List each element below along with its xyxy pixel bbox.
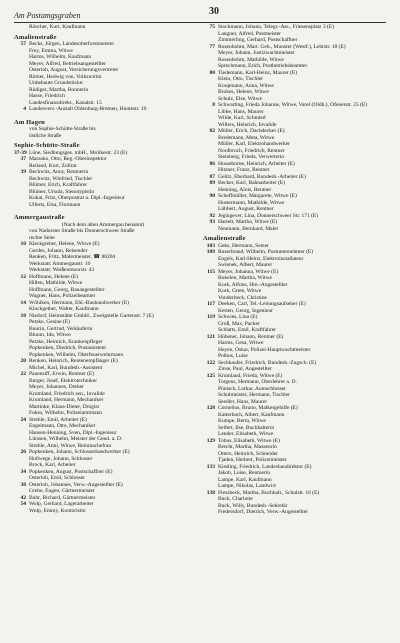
header-rule [14, 22, 386, 23]
entry-text: Geks, Hermann, Setzer [218, 242, 269, 249]
entry-text: Katterbach, Albert, Kaufmann [218, 411, 285, 418]
entry-text: Wagner, Hans, Polizeibeamter [29, 293, 96, 300]
house-number: 26 [20, 449, 26, 456]
spacer [14, 113, 192, 116]
resident-entry [14, 133, 192, 140]
page-header [14, 6, 386, 20]
house-number: 121 [206, 333, 215, 340]
house-number: 22 [20, 371, 26, 378]
entry-text: Hoffmann, Helene (E) [29, 273, 79, 280]
entry-text: Popkenken, Diedrich, Postassistent [29, 345, 106, 352]
entry-text: Tiedemann, Karl-Heinz, Maurer (E) [218, 69, 298, 76]
entry-text: Jakob, Luise, Rentnerin [218, 470, 270, 477]
house-number: 4 [23, 106, 26, 113]
entry-text: Gerdes, Johann, Reisender [29, 247, 88, 254]
entry-text: Osterloh, Emil, Schlosser [29, 475, 85, 482]
spacer [14, 208, 192, 211]
house-number: 129 [206, 437, 215, 444]
entry-text: Neumann, Bernhard, Maler [218, 225, 279, 232]
entry-text: Martinke, Klaus-Dieter, Drogist [29, 403, 99, 410]
entry-text: Cornelius, Bruno, Malkergehilfe (E) [218, 405, 298, 412]
street-heading [14, 34, 192, 42]
entry-text: Petzke, Gesine (E) [29, 319, 70, 326]
entry-text: Krumland, Friedrich sen., Invalide [29, 390, 105, 397]
house-number: 89 [209, 180, 215, 186]
entry-text: Strehle, Anni, Witwe, Reinmachefrau [29, 442, 112, 449]
entry-text: Engelmann, Otto, Mechaniker [29, 423, 96, 430]
entry-text: Hitzner, Franz, Rentner [218, 167, 270, 173]
resident-entry [203, 226, 387, 233]
house-number: 90 [209, 193, 215, 199]
entry-text: Becks, Jürgen, Landesoberforstmeister [29, 41, 115, 48]
entry-text: Lender, Elisabeth, Witwe [218, 431, 274, 438]
entry-text: Brecht, Martha, Masseurin [218, 444, 277, 451]
entry-text: Fokes, Wilhelm, Polizeiamtmann [29, 410, 103, 417]
entry-text: Lampe, Nikolas, Landwirt [218, 483, 276, 490]
house-number: 125 [206, 372, 215, 379]
entry-text: Kumpe, Berta, Witwe [218, 418, 266, 425]
entry-text: Hustermann, Mathilde, Witwe [218, 199, 285, 206]
entry-text: Müller, Karl, Elektrohandwerker [218, 141, 290, 147]
entry-text: Otters, Heinrich, Schneider [218, 450, 278, 457]
entry-text: Sprechmann, Erich, Postbetriebsbeamter [218, 63, 308, 69]
entry-text: Tobus, Elisabeth, Witwe (E) [218, 437, 280, 444]
house-number: 117 [207, 301, 215, 308]
entry-text: Swienek, Albert, Maurer [218, 262, 273, 269]
house-number: 133 [206, 463, 215, 470]
entry-text: Rosenbohm, Mathilde, Witwe [218, 56, 284, 63]
entry-text: Lüne, Siedlungsges. mbH., Molikestr. 23 (E) [29, 149, 128, 156]
house-number: 57 [20, 41, 26, 48]
entry-text: Nordbruch, Friedrich, Rentner [218, 147, 285, 154]
house-number: 128 [206, 405, 215, 412]
entry-text: Kork, Grete, Witwe [218, 288, 262, 295]
entry-text: Lürssen, Wilhelm, Meister der Gend. a. D. [29, 436, 123, 443]
entry-text: Lübbert, August, Rentner [218, 206, 274, 212]
entry-text: Schwarting, Frieda Johanne, Witwe, Varel (Oldb.), Ofenerstr. 25 (E) [218, 102, 368, 108]
entry-text: Renken, Heinrich, Rentenempfänger (E) [29, 358, 118, 365]
street-heading [14, 119, 192, 127]
entry-text: Ulferts, Elsa, Flormann [29, 201, 81, 208]
entry-text: Unbebaute Grundstücke: [29, 80, 84, 87]
entry-text: Bechwitz, Winfried, Tischler [29, 175, 93, 182]
entry-text: Hoffmann, Georg, Bauangestellter [29, 286, 105, 293]
entry-text: Zimmerling, Gerhard, Postschaffner [218, 37, 298, 43]
entry-text: Meyer, Alfred, Betriebsangestellter [29, 60, 106, 67]
house-number: 103 [206, 242, 215, 249]
entry-text: Ammergaustraße [14, 214, 65, 222]
entry-text: Klein, Otto, Tischler [218, 76, 263, 82]
entry-text: Hollwege, Johann, Schlosser [29, 455, 93, 462]
entry-text: Werkstatt: Ammergaustr. 10 [29, 260, 91, 267]
entry-text: Gelitz, Eberhard, Bundesb.-Arbeiter (E) [218, 173, 306, 180]
house-number: 122 [206, 359, 215, 366]
entry-text: Buurin, Gertrud, Verkäuferin [29, 325, 93, 332]
entry-text: Kleckgreber, Helene, Witwe (E) [29, 241, 100, 248]
entry-text: Henning, Alois, Rentner [218, 186, 272, 193]
entry-text: (Nach dem alten Ammergau benannt) [61, 221, 145, 228]
entry-text: Schulz, Else, Witwe [218, 95, 263, 102]
house-number: 54 [20, 501, 26, 508]
house-number: 92 [209, 212, 215, 219]
entry-text: Vonderbeck, Christine [218, 294, 267, 301]
entry-text: Buhr, Richard, Gärtnermeister [29, 494, 96, 501]
entry-text: Petzke, Heinrich, Krankenpfleger [29, 338, 103, 345]
entry-text: Sophie-Schütte-Straße [14, 142, 80, 150]
entry-text: Engels, Karl-Heinz, Elektroinstallateur [218, 255, 304, 262]
entry-text: Zinse, Paul, Angestellter [218, 366, 272, 373]
entry-text: Hasse, Friedrich [29, 93, 65, 100]
house-number: 80 [209, 69, 215, 76]
entry-text: Landesfinanzdirekt., Kanalstr. 15 [29, 99, 102, 106]
entry-text: Frey, Emma, Witwe [29, 47, 73, 54]
entry-text: Kiesling, Friedrich, Landesbaudirektor (E) [218, 463, 312, 470]
entry-text: Pönisch, Lothar, Autoschlosser [218, 385, 286, 392]
page-number: 30 [209, 6, 219, 17]
house-number: 8 [212, 102, 215, 108]
entry-text: Kerten, Georg, Ingenieur [218, 307, 273, 314]
entry-text: Seedler, Hans, Maurer [218, 398, 268, 405]
resident-entry [203, 509, 387, 516]
entry-text: Bluum, Ida, Witwe [29, 332, 71, 339]
street-heading [203, 235, 387, 243]
entry-text: Kork, Alfons, Hm.-Angestellter [218, 281, 288, 288]
entry-text: Heyen, Oskar, Polizei-Hauptwachtmeister [218, 346, 311, 353]
entry-text: Schwies, Lina (E) [218, 314, 258, 321]
entry-text: Landesvers.-Anstalt Oldenburg-Bremen, Huntestr. 10 [29, 106, 147, 113]
entry-text: Wilde, Karl, Schmied [218, 115, 266, 121]
entry-text: Wolp, Emmy, Kontoristin [29, 507, 86, 514]
entry-text: Fredersdorf, Dietrich, Verw.-Angestellter [218, 509, 308, 516]
entry-text: Meyer, Johann, Justizwachtmeister [218, 50, 295, 56]
entry-text: Strehle, Emil, Arbeiter (E) [29, 416, 87, 423]
house-number: 115 [207, 268, 215, 275]
entry-text: Wöhlken, Hermann, Ehl.-Bauhandwerker (E) [29, 299, 129, 306]
street-heading [14, 142, 192, 150]
entry-text: Grebe, Eugen, Gärtnermeister [29, 488, 95, 495]
entry-text: Deeken, Carl, Tel.-Leitungsaufseher (E) [218, 301, 306, 308]
entry-text: Fleszbeck, Martha, Buchhalt., Schulstr. 16 (E) [218, 489, 320, 496]
entry-text: Müller, Erich, Dachdecker (E) [218, 128, 285, 134]
entry-text: Hillen, Mathilde, Witwe [29, 280, 83, 287]
entry-text: Bechwitz, Anny, Rentnerin [29, 169, 89, 176]
house-number: 87 [209, 173, 215, 180]
entry-text: Buck, Charlotte [218, 496, 253, 503]
entry-text: Reiland, Kurt, Zollrat [29, 162, 77, 169]
entry-text: Pauensiff, Erwin, Rentner (E) [29, 371, 95, 378]
entry-text: Ruserbrand, Wilhelm, Postunternehmer (E) [218, 249, 314, 256]
entry-text: Krumland, Frieda, Witwe (E) [218, 372, 283, 379]
house-number: 37 [20, 156, 26, 163]
left-column [14, 24, 192, 639]
house-number: 82 [209, 128, 215, 134]
entry-text: Blümer, Erich, Kraftfahrer [29, 182, 88, 189]
house-number: 109 [206, 249, 215, 256]
entry-text: Buck, Willy, Bundesb.-Sekretär [218, 502, 288, 509]
entry-text: Meyer, Johannes, Dreher [29, 384, 84, 391]
house-number: 37-39 [14, 149, 27, 156]
entry-text: Torgens, Hermann, Oberlehrer a. D. [218, 379, 297, 386]
house-number: 39 [20, 169, 26, 176]
resident-entry [14, 24, 192, 31]
house-number: 24 [20, 416, 26, 423]
entry-text: Seifert, Ilse, Buchhalterin [218, 424, 275, 431]
entry-text: Harms, Gesa, Witwe [218, 340, 264, 347]
right-column [203, 24, 387, 639]
entry-text: Langner, Alfred, Postmeister [218, 30, 281, 37]
entry-text: Becker, Karl, Bahnarbeiter (E) [218, 180, 286, 186]
entry-text: Wolp, Gerhard, Lagerarbeiter [29, 501, 94, 508]
entry-text: Stockmann, Johann, Telegr.-Ass., Friesensplatz 3 (E) [218, 24, 334, 30]
entry-text: Groß, Max, Packer [218, 320, 260, 327]
entry-text: Schulmeister, Hermann, Tischler [218, 392, 290, 399]
house-number: 14 [20, 299, 26, 306]
entry-text: Brokes, Helene, Witwe [218, 89, 269, 95]
entry-text: Husseborne, Heinrich, Arbeiter (E) [218, 160, 295, 167]
running-title: Am Postamgsgraben [14, 11, 81, 20]
entry-text: Libbe, Hans, Maurer [218, 108, 264, 115]
entry-text: Werkstatt: Weißenmoorstr. 43 [29, 267, 95, 274]
entry-text: Michel, Karl, Bundesb.-Assistent [29, 364, 103, 371]
house-number: 10 [20, 241, 26, 248]
entry-text: Meyer, Johanna, Witwe (E) [218, 268, 279, 275]
house-number: 38 [20, 481, 26, 488]
house-number: 138 [206, 489, 215, 496]
entry-text: Popkenken, Wilhelm, Oberfeuerwehrmann [29, 351, 124, 358]
entry-text: Marasko, Otto, Reg.-Oberinspektor [29, 156, 107, 163]
entry-text: rechte Seite [29, 234, 55, 241]
house-number: 93 [209, 219, 215, 225]
entry-text: Osterloh, Johannes, Verw.-Angestellter (E) [29, 481, 123, 488]
entry-text: Hübener, Johann, Rentner (E) [218, 333, 284, 340]
entry-text: Lampe, Karl, Kaufmann [218, 476, 272, 483]
entry-text: Renken, Fritz, Malermeister, ☎ 80204 [29, 254, 116, 261]
house-number: 18 [20, 312, 26, 319]
entry-text: von Nadorster Straße bis Donnerschweer Straße [29, 228, 135, 235]
entry-text: Röscher, Kurt, Kaufmann [29, 24, 86, 30]
house-number: 20 [20, 358, 26, 365]
entry-text: Brock, Karl, Arbeiter [29, 462, 76, 469]
entry-text: Kukat, Fritz, Oberpostrat u. Dipl.-Ingenieur [29, 195, 125, 202]
entry-text: Bredemann, Meta, Witwe [218, 134, 275, 141]
house-number: 12 [20, 273, 26, 280]
entry-text: Harms, Wilhelm, Kaufmann [29, 54, 92, 61]
entry-text: Rosenbohm, Marr. Geb., Munster (Westf.), Lehrstr. 18 (E) [218, 43, 346, 50]
entry-text: Steinberg, Frieda, Verwerterin [218, 154, 285, 160]
entry-text: Willers, Heinrich, Invalide [218, 121, 277, 128]
entry-text: Rüdiger, Martha, Bonnerin [29, 86, 89, 93]
entry-text: Burger, Josef, Elektrotechniker [29, 377, 98, 384]
house-number: 77 [209, 43, 215, 50]
house-number: 42 [20, 494, 26, 501]
entry-text: Scheffmüller, Margarete, Witwe (E) [218, 193, 297, 199]
entry-text: Popkenken, Johann, Schlosserhandwerker (E) [29, 449, 130, 456]
house-number: 75 [209, 24, 215, 30]
entry-text: Niedorf, Heimstätte GmbH., Zweigstelle Gartenstr. 7 (E) [29, 312, 154, 319]
street-heading [14, 214, 192, 222]
entry-text: Blümer, Ursula, Stenotypistin [29, 188, 95, 195]
entry-text: Polhus, Luise [218, 353, 248, 360]
entry-text: Popkenken, August, Postschaffner (E) [29, 468, 113, 475]
entry-text: Osterloh, August, Versicherungsvertreter [29, 67, 119, 74]
entry-text: Klockgether, Walter, Kaufmann [29, 306, 99, 313]
entry-text: Sechhaufer, Friedrich, Bundesb.-Zugsch. (E) [218, 359, 317, 366]
entry-text: Krumland, Hermann, Mechaniker [29, 397, 104, 404]
house-number: 86 [209, 160, 215, 167]
entry-text: Koopmann, Anna, Witwe [218, 82, 274, 89]
entry-text: von Sophie-Schütte-Straße bis [29, 126, 96, 133]
entry-text: Römer, Hedwig von, Volkswirtin [29, 73, 102, 80]
entry-text: Bokelen, Martha, Witwe [218, 275, 272, 282]
entry-text: Hansen-Henning, Sven, Dipl.-Ingenieur [29, 429, 117, 436]
house-number: 34 [20, 468, 26, 475]
entry-text: Hartelt, Martha, Witwe (E) [218, 219, 278, 225]
entry-text: Amalienstraße [203, 235, 246, 242]
entry-text: Jegingever, Lina, Donnerschweer Str. 171 (E) [218, 212, 319, 219]
resident-entry [14, 508, 192, 515]
entry-text: östliche Straße [29, 132, 62, 139]
entry-text: Amalienstraße [14, 33, 57, 41]
entry-text: Am Hagen [14, 118, 45, 126]
house-number: 119 [207, 314, 215, 321]
entry-text: Tjaden, Herbert, Polizeimeister [218, 457, 287, 464]
entry-text: Schlatts, Emil, Kraftfahrer [218, 327, 276, 334]
